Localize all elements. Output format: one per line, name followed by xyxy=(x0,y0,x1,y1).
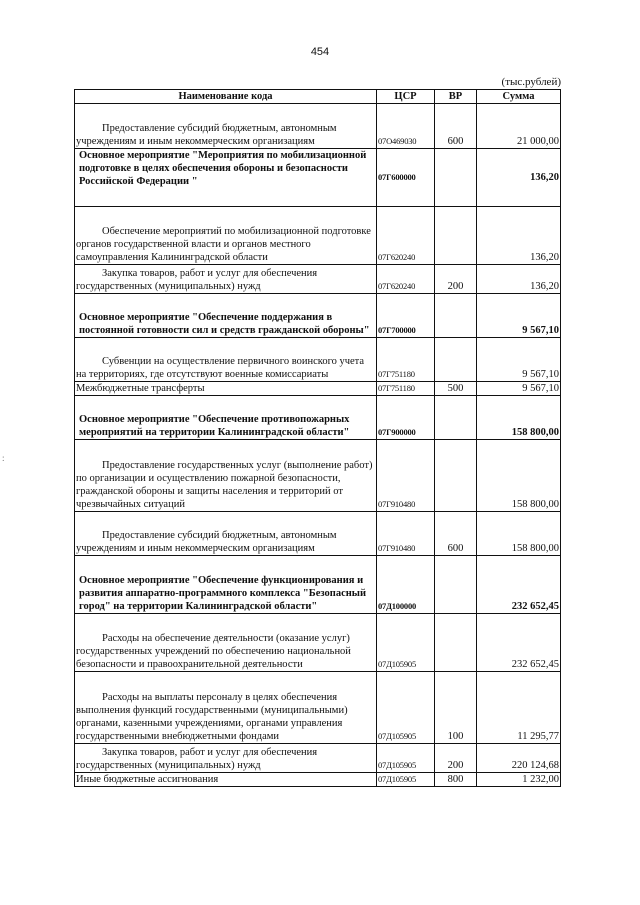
row-name: Межбюджетные трансферты xyxy=(75,382,377,396)
row-name: Основное мероприятие "Обеспечение поддержания в постоянной готовности сил и средств гражданской обороны" xyxy=(75,294,377,338)
table-row xyxy=(75,149,561,207)
row-sum: 158 800,00 xyxy=(477,396,561,440)
row-csr: 07Г620240 xyxy=(377,265,435,294)
row-vr xyxy=(435,396,477,440)
row-csr: 07Г910480 xyxy=(377,512,435,556)
row-vr: 100 xyxy=(435,672,477,744)
row-vr xyxy=(435,207,477,265)
header-vr: ВР xyxy=(435,90,477,104)
row-sum: 136,20 xyxy=(477,265,561,294)
row-csr: 07Г900000 xyxy=(377,396,435,440)
row-csr: 07Г910480 xyxy=(377,440,435,512)
row-vr: 500 xyxy=(435,382,477,396)
row-name: Предоставление субсидий бюджетным, автономным учреждениям и иным некоммерческим организациям xyxy=(75,104,377,149)
row-name: Закупка товаров, работ и услуг для обеспечения государственных (муниципальных) нужд xyxy=(75,265,377,294)
row-sum: 9 567,10 xyxy=(477,338,561,382)
row-sum: 21 000,00 xyxy=(477,104,561,149)
row-name: Обеспечение мероприятий по мобилизационной подготовке органов государственной власти и органов местного самоуправления Калининградской области xyxy=(75,207,377,265)
table-row xyxy=(75,744,561,773)
row-vr: 800 xyxy=(435,773,477,787)
row-sum: 11 295,77 xyxy=(477,672,561,744)
row-sum: 158 800,00 xyxy=(477,512,561,556)
row-sum: 9 567,10 xyxy=(477,294,561,338)
row-vr: 200 xyxy=(435,265,477,294)
row-vr: 600 xyxy=(435,512,477,556)
row-name: Основное мероприятие "Обеспечение функционирования и развития аппаратно-программного комплекса "Безопасный город" на территории Калининградской области" xyxy=(75,556,377,614)
budget-table xyxy=(74,89,561,787)
table-row xyxy=(75,396,561,440)
table-row xyxy=(75,773,561,787)
row-vr xyxy=(435,338,477,382)
table-row xyxy=(75,672,561,744)
row-csr: 07Г600000 xyxy=(377,149,435,207)
row-sum: 136,20 xyxy=(477,149,561,207)
table-row xyxy=(75,207,561,265)
row-csr: 07Д105905 xyxy=(377,773,435,787)
table-row xyxy=(75,104,561,149)
row-sum: 220 124,68 xyxy=(477,744,561,773)
row-name: Основное мероприятие "Обеспечение противопожарных мероприятий на территории Калининградской области" xyxy=(75,396,377,440)
table-row xyxy=(75,265,561,294)
row-name: Расходы на обеспечение деятельности (оказание услуг) государственных учреждений по обеспечению национальной безопасности и правоохранительной деятельности xyxy=(75,614,377,672)
row-sum: 1 232,00 xyxy=(477,773,561,787)
row-name: Закупка товаров, работ и услуг для обеспечения государственных (муниципальных) нужд xyxy=(75,744,377,773)
table-row xyxy=(75,440,561,512)
table-row xyxy=(75,294,561,338)
row-vr: 200 xyxy=(435,744,477,773)
row-name: Основное мероприятие "Мероприятия по мобилизационной подготовке в целях обеспечения обороны и безопасности Российской Федерации " xyxy=(75,149,377,207)
row-vr xyxy=(435,440,477,512)
row-vr xyxy=(435,614,477,672)
table-header-row xyxy=(75,90,561,104)
row-vr xyxy=(435,294,477,338)
row-csr: 07Д105905 xyxy=(377,614,435,672)
table-row xyxy=(75,382,561,396)
row-name: Субвенции на осуществление первичного воинского учета на территориях, где отсутствуют военные комиссариаты xyxy=(75,338,377,382)
row-csr: 07Г620240 xyxy=(377,207,435,265)
row-csr: 07Г700000 xyxy=(377,294,435,338)
row-csr: 07Г751180 xyxy=(377,338,435,382)
header-sum: Сумма xyxy=(477,90,561,104)
row-sum: 232 652,45 xyxy=(477,614,561,672)
row-name: Иные бюджетные ассигнования xyxy=(75,773,377,787)
row-csr: 07Г751180 xyxy=(377,382,435,396)
row-name: Расходы на выплаты персоналу в целях обеспечения выполнения функций государственными (муниципальными) органами, казенными учреждениями, органами управления государственными внебюджетными фондами xyxy=(75,672,377,744)
row-sum: 232 652,45 xyxy=(477,556,561,614)
table-row xyxy=(75,338,561,382)
unit-label: (тыс.рублей) xyxy=(501,76,561,88)
row-vr xyxy=(435,149,477,207)
row-csr: 07Д105905 xyxy=(377,672,435,744)
header-name: Наименование кода xyxy=(75,90,377,104)
row-csr: 07Д105905 xyxy=(377,744,435,773)
table-row xyxy=(75,614,561,672)
row-csr: 07О469030 xyxy=(377,104,435,149)
row-sum: 136,20 xyxy=(477,207,561,265)
row-sum: 158 800,00 xyxy=(477,440,561,512)
table-row xyxy=(75,512,561,556)
table-row xyxy=(75,556,561,614)
scan-artifact: : xyxy=(2,453,5,463)
header-csr: ЦСР xyxy=(377,90,435,104)
row-vr xyxy=(435,556,477,614)
row-name: Предоставление субсидий бюджетным, автономным учреждениям и иным некоммерческим организациям xyxy=(75,512,377,556)
row-csr: 07Д100000 xyxy=(377,556,435,614)
row-name: Предоставление государственных услуг (выполнение работ) по организации и осуществлению пожарной безопасности, гражданской обороны и защиты населения и территорий от чрезвычайных ситуаций xyxy=(75,440,377,512)
row-sum: 9 567,10 xyxy=(477,382,561,396)
page-number: 454 xyxy=(310,46,330,58)
row-vr: 600 xyxy=(435,104,477,149)
